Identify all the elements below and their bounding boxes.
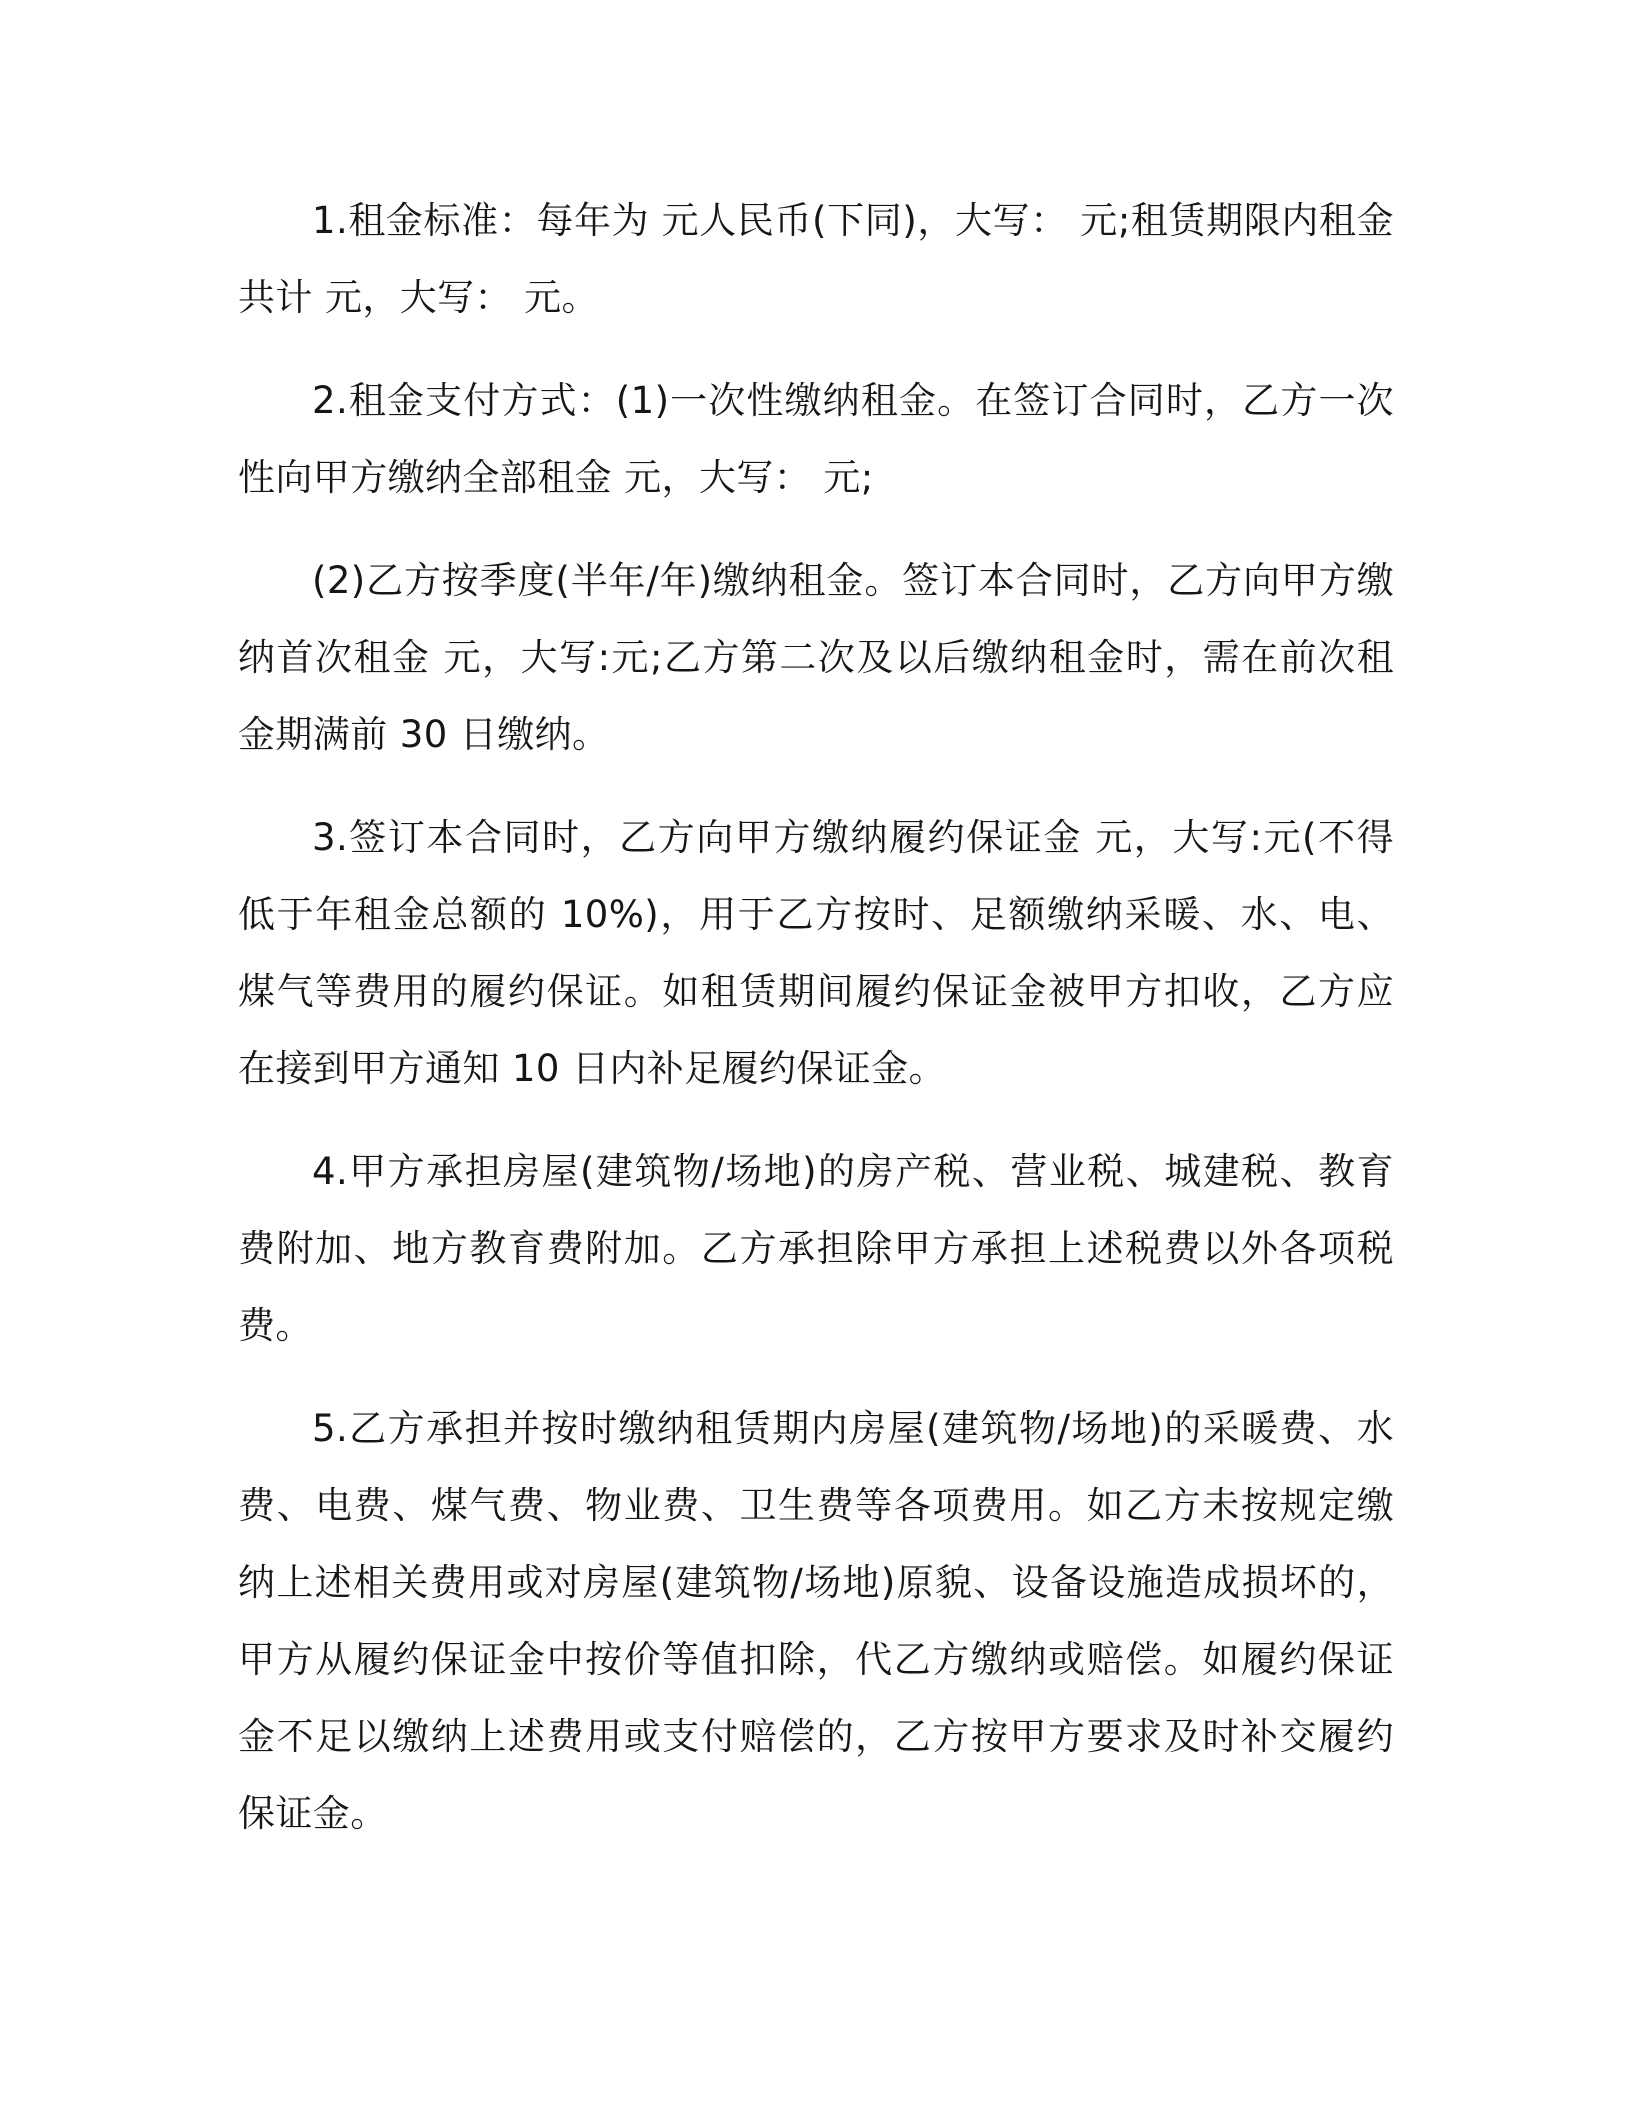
paragraph-installment-payment: (2)乙方按季度(半年/年)缴纳租金。签订本合同时，乙方向甲方缴纳首次租金 元，大写:元;乙方第二次及以后缴纳租金时，需在前次租金期满前 30 日缴纳。 [238, 559, 1394, 756]
paragraph-performance-deposit: 3.签订本合同时，乙方向甲方缴纳履约保证金 元，大写:元(不得低于年租金总额的 10%)，用于乙方按时、足额缴纳采暖、水、电、煤气等费用的履约保证。如租赁期间履约保证金被甲方扣收，乙方应在接到甲方通知 10 日内补足履约保证金。 [238, 816, 1394, 1090]
document-body [238, 182, 1394, 1852]
paragraph-taxes: 4.甲方承担房屋(建筑物/场地)的房产税、营业税、城建税、教育费附加、地方教育费附加。乙方承担除甲方承担上述税费以外各项税费。 [238, 1150, 1394, 1347]
paragraph-payment-method: 2.租金支付方式：(1)一次性缴纳租金。在签订合同时，乙方一次性向甲方缴纳全部租金 元，大写： 元; [238, 379, 1394, 499]
paragraph-rent-standard: 1.租金标准：每年为 元人民币(下同)，大写： 元;租赁期限内租金共计 元，大写： 元。 [238, 199, 1394, 319]
paragraph-utility-fees: 5.乙方承担并按时缴纳租赁期内房屋(建筑物/场地)的采暖费、水费、电费、煤气费、物业费、卫生费等各项费用。如乙方未按规定缴纳上述相关费用或对房屋(建筑物/场地)原貌、设备设施造成损坏的，甲方从履约保证金中按价等值扣除，代乙方缴纳或赔偿。如履约保证金不足以缴纳上述费用或支付赔偿的，乙方按甲方要求及时补交履约保证金。 [238, 1407, 1394, 1835]
